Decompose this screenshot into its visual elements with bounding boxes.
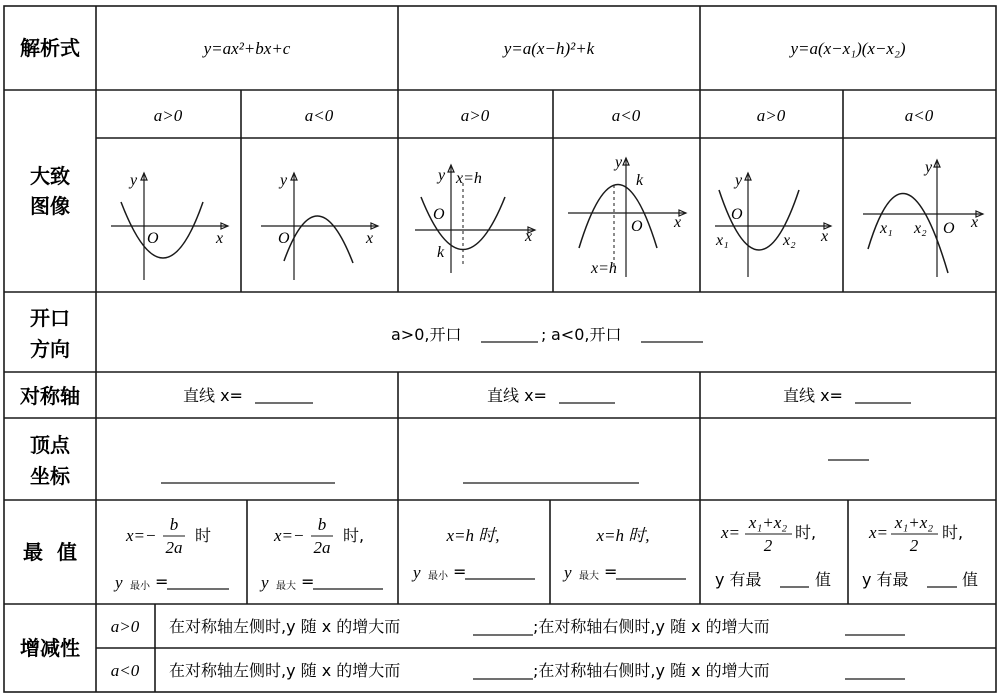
label-y: y — [280, 172, 288, 189]
extreme-gp-shi: 时 — [195, 526, 212, 545]
extreme-in-num: x₁+x₂ — [894, 513, 934, 532]
extreme-in-shi: 时, — [942, 523, 964, 542]
extreme-vp-x: x=h 时, — [446, 526, 500, 545]
cond-intercept-pos: a>0 — [756, 106, 786, 125]
extreme-in-you: y 有最 — [862, 570, 909, 589]
extreme-gn-sub: 最大 — [276, 581, 296, 592]
label-origin: O — [943, 220, 955, 237]
extreme-vn-x: x=h 时, — [596, 526, 650, 545]
label-y: y — [130, 172, 138, 189]
extreme-ip-num: x₁+x₂ — [748, 513, 788, 532]
opening-pos-text: a>0,开口 — [391, 325, 462, 344]
formula-general: y=ax²+bx+c — [203, 39, 291, 58]
extreme-ip-you: y 有最 — [715, 570, 762, 589]
label-x: x — [674, 214, 682, 231]
extreme-gp-den: 2a — [165, 538, 183, 557]
label-origin: O — [433, 206, 445, 223]
header-monotonic: 增减性 — [20, 636, 80, 660]
axis-general-text: 直线 x= — [183, 386, 243, 405]
quadratic-function-properties-table — [3, 5, 997, 693]
extreme-vp-eq: = — [453, 562, 467, 581]
cond-vertex-pos: a>0 — [460, 106, 490, 125]
opening-separator: ; — [541, 325, 547, 344]
opening-neg-text: a<0,开口 — [551, 325, 622, 344]
label-y: y — [438, 167, 446, 184]
label-x: x — [525, 228, 533, 245]
header-vertex-line1: 顶点 — [30, 433, 70, 457]
extreme-vp-y: y — [413, 563, 421, 582]
extreme-ip-x: x= — [721, 523, 741, 542]
label-x2: x₂ — [783, 232, 796, 249]
extreme-vn-eq: = — [604, 562, 618, 581]
axis-row — [183, 386, 911, 405]
header-graph-line2: 图像 — [30, 194, 70, 218]
mono-cond-neg: a<0 — [110, 661, 140, 680]
extreme-ip-den: 2 — [763, 536, 773, 555]
cond-vertex-neg: a<0 — [611, 106, 641, 125]
vertex-row — [161, 460, 869, 483]
label-origin: O — [631, 218, 643, 235]
header-graph-line1: 大致 — [30, 164, 70, 188]
extreme-in-zhi: 值 — [962, 570, 979, 589]
header-vertex-line2: 坐标 — [30, 464, 70, 488]
extreme-ip-shi: 时, — [795, 523, 817, 542]
extreme-ip-zhi: 值 — [815, 570, 832, 589]
header-axis: 对称轴 — [20, 384, 80, 408]
cond-general-pos: a>0 — [153, 106, 183, 125]
extreme-in-den: 2 — [909, 536, 919, 555]
extreme-vn-y: y — [564, 563, 572, 582]
label-x-eq-h: x=h — [456, 170, 482, 187]
label-x2: x₂ — [914, 220, 927, 237]
extreme-gn-num: b — [317, 515, 327, 534]
graph-vertex-pos — [415, 165, 535, 273]
label-x: x — [216, 230, 224, 247]
label-x-eq-h: x=h — [591, 260, 617, 277]
formula-vertex: y=a(x−h)²+k — [503, 39, 595, 58]
header-opening-line1: 开口 — [30, 306, 70, 330]
label-x1: x₁ — [716, 232, 729, 249]
mono-pos-right: ;在对称轴右侧时,y 随 x 的增大而 — [533, 617, 770, 636]
extreme-gn-y: y — [261, 573, 269, 592]
extreme-gp-x: x=− — [126, 526, 157, 545]
graph-general-neg — [261, 172, 378, 280]
mono-pos-left: 在对称轴左侧时,y 随 x 的增大而 — [169, 617, 401, 636]
header-formula: 解析式 — [20, 36, 80, 60]
header-opening-line2: 方向 — [30, 337, 70, 361]
extreme-gp-y: y — [115, 573, 123, 592]
axis-vertex-text: 直线 x= — [487, 386, 547, 405]
label-x: x — [366, 230, 374, 247]
graph-intercept-pos — [715, 172, 831, 277]
mono-neg-right: ;在对称轴右侧时,y 随 x 的增大而 — [533, 661, 770, 680]
extreme-gn-shi: 时, — [343, 526, 365, 545]
label-origin: O — [278, 230, 290, 247]
label-origin: O — [731, 206, 743, 223]
cond-general-neg: a<0 — [304, 106, 334, 125]
opening-row — [391, 325, 703, 344]
condition-row — [154, 106, 934, 125]
label-y: y — [615, 154, 623, 171]
label-y: y — [735, 172, 743, 189]
label-y: y — [925, 159, 933, 176]
extreme-gp-eq: = — [155, 572, 169, 591]
row-headers — [20, 36, 80, 660]
mono-neg-left: 在对称轴左侧时,y 随 x 的增大而 — [169, 661, 401, 680]
graph-intercept-neg — [863, 159, 983, 277]
extreme-gn-x: x=− — [274, 526, 305, 545]
extreme-gn-den: 2a — [313, 538, 331, 557]
axis-intercept-text: 直线 x= — [783, 386, 843, 405]
label-x: x — [821, 228, 829, 245]
formula-row — [202, 39, 906, 58]
graph-general-pos — [111, 172, 228, 280]
extreme-vp-sub: 最小 — [428, 571, 448, 582]
cond-intercept-neg: a<0 — [904, 106, 934, 125]
graph-vertex-neg — [568, 154, 686, 277]
mono-cond-pos: a>0 — [110, 617, 140, 636]
header-extreme: 最 值 — [23, 540, 77, 564]
label-origin: O — [147, 230, 159, 247]
label-k: k — [636, 172, 644, 189]
label-k: k — [437, 244, 445, 261]
extreme-in-x: x= — [869, 523, 889, 542]
label-x: x — [971, 214, 979, 231]
formula-intercept: y=a(x−x₁)(x−x₂) — [790, 39, 906, 58]
label-x1: x₁ — [880, 220, 893, 237]
extreme-vn-sub: 最大 — [579, 571, 599, 582]
extreme-gp-sub: 最小 — [130, 581, 150, 592]
extreme-gn-eq: = — [301, 572, 315, 591]
extreme-gp-num: b — [169, 515, 179, 534]
